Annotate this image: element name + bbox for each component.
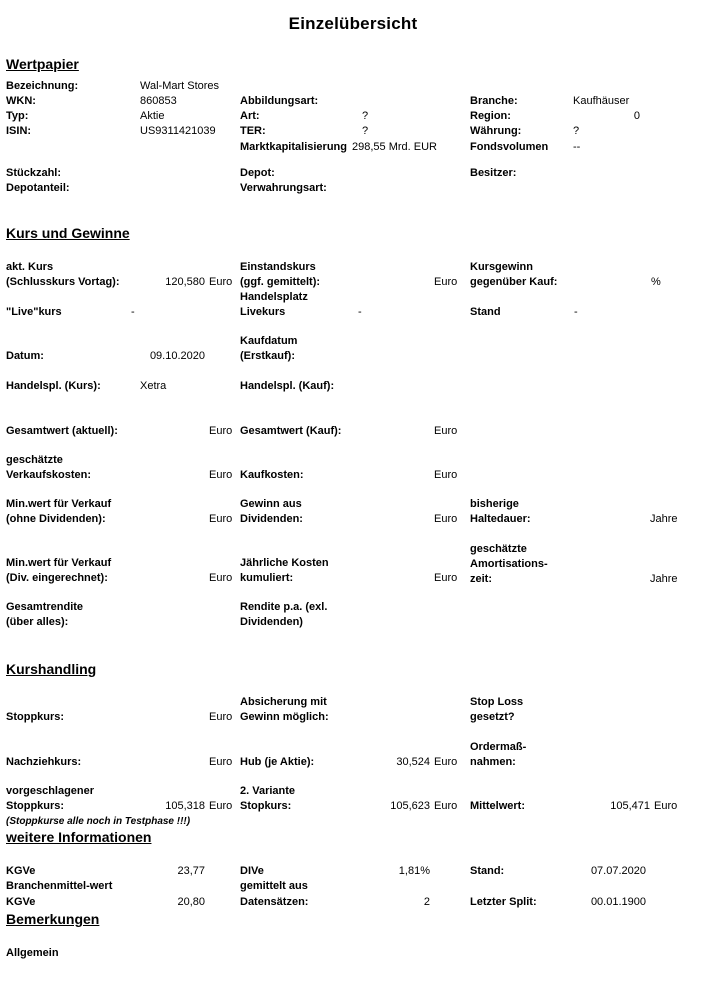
label-isin: ISIN:	[6, 125, 32, 137]
section-heading-weitere-informationen: weitere Informationen	[6, 829, 152, 845]
label-verwahrungsart: Verwahrungsart:	[240, 182, 327, 194]
value-branchenmittelwert-kgve: 20,80	[177, 896, 205, 908]
label-stoploss-line1: Stop Loss	[470, 696, 524, 708]
label-art: Art:	[240, 110, 260, 122]
unit-gesamtwert-aktuell: Euro	[209, 425, 233, 437]
document-page	[0, 8, 706, 1006]
label-marktkapitalisierung: Marktkapitalisierung	[240, 141, 347, 153]
page-title: Einzelübersicht	[288, 14, 418, 33]
label-kgve: KGVe	[6, 865, 36, 877]
value-wkn: 860853	[140, 95, 177, 107]
label-fondsvolumen: Fondsvolumen	[470, 141, 549, 153]
label-stueckzahl: Stückzahl:	[6, 167, 62, 179]
value-ter: ?	[362, 125, 369, 137]
unit-nachziehkurs: Euro	[209, 756, 233, 768]
value-hub: 30,524	[396, 756, 430, 768]
value-waehrung: ?	[573, 125, 580, 137]
label-handelspl-kurs: Handelspl. (Kurs):	[6, 380, 101, 392]
label-stand-kurs: Stand	[470, 306, 501, 318]
unit-kursgewinn: %	[651, 276, 661, 288]
label-minwert-ohne-line1: Min.wert für Verkauf	[6, 498, 112, 510]
unit-verkaufskosten: Euro	[209, 469, 233, 481]
label-datum: Datum:	[6, 350, 44, 362]
unit-variante2-stopkurs: Euro	[434, 800, 458, 812]
label-minwert-div-line1: Min.wert für Verkauf	[6, 557, 112, 569]
label-rendite-pa-line2: Dividenden)	[240, 616, 303, 628]
unit-haltedauer: Jahre	[650, 513, 678, 525]
label-akt-kurs-line1: akt. Kurs	[6, 261, 54, 273]
label-allgemein: Allgemein	[6, 947, 59, 959]
label-abbildungsart: Abbildungsart:	[240, 95, 319, 107]
label-absicherung-line2: Gewinn möglich:	[240, 711, 329, 723]
unit-jaehrliche-kosten: Euro	[434, 572, 458, 584]
label-nachziehkurs: Nachziehkurs:	[6, 756, 82, 768]
value-livekurs: -	[358, 306, 362, 318]
unit-einstandskurs: Euro	[434, 276, 458, 288]
value-typ: Aktie	[140, 110, 165, 122]
label-wkn: WKN:	[6, 95, 36, 107]
section-heading-bemerkungen: Bemerkungen	[6, 911, 100, 927]
unit-gesamtwert-kauf: Euro	[434, 425, 458, 437]
label-einstandskurs-line2: (ggf. gemittelt):	[240, 276, 321, 288]
label-live-kurs: "Live"kurs	[6, 306, 62, 318]
label-jaehrliche-kosten-line2: kumuliert:	[240, 572, 294, 584]
unit-minwert-ohne: Euro	[209, 513, 233, 525]
label-branchenmittelwert: Branchenmittel-wert	[6, 880, 113, 892]
label-depot: Depot:	[240, 167, 275, 179]
unit-gewinn-dividenden: Euro	[434, 513, 458, 525]
value-branche: Kaufhäuser	[573, 95, 630, 107]
label-haltedauer-line2: Haltedauer:	[470, 513, 531, 525]
label-vorgeschlagener-line2: Stoppkurs:	[6, 800, 65, 812]
value-region: 0	[633, 110, 640, 122]
value-vorgeschlagener-stoppkurs: 105,318	[165, 800, 205, 812]
unit-amortisation: Jahre	[650, 573, 678, 585]
label-stand-info: Stand:	[470, 865, 505, 877]
value-dive: 1,81%	[398, 865, 430, 877]
value-letzter-split: 00.01.1900	[590, 896, 646, 908]
label-rendite-pa-line1: Rendite p.a. (exl.	[240, 601, 328, 613]
label-minwert-div-line2: (Div. eingerechnet):	[6, 572, 108, 584]
label-gesamtrendite-line2: (über alles):	[6, 616, 69, 628]
label-amortisation-line2: Amortisations-	[470, 558, 548, 570]
label-verkaufskosten-line2: Verkaufskosten:	[6, 469, 91, 481]
unit-mittelwert: Euro	[654, 800, 678, 812]
label-gemittelt-aus: gemittelt aus	[240, 880, 308, 892]
value-bezeichnung: Wal-Mart Stores	[140, 80, 220, 92]
label-datensaetzen: Datensätzen:	[240, 896, 309, 908]
label-typ: Typ:	[6, 110, 29, 122]
label-handelsplatz: Handelsplatz	[240, 291, 308, 303]
label-kaufkosten: Kaufkosten:	[240, 469, 304, 481]
value-mittelwert: 105,471	[610, 800, 650, 812]
label-ordermassnahmen-line1: Ordermaß-	[470, 741, 527, 753]
label-depotanteil: Depotanteil:	[6, 182, 70, 194]
value-akt-kurs: 120,580	[165, 276, 205, 288]
label-absicherung-line1: Absicherung mit	[240, 696, 327, 708]
label-mittelwert: Mittelwert:	[470, 800, 525, 812]
label-minwert-ohne-line2: (ohne Dividenden):	[6, 513, 106, 525]
label-kaufdatum-line2: (Erstkauf):	[240, 350, 296, 362]
label-variante2-line1: 2. Variante	[240, 785, 296, 797]
label-bezeichnung: Bezeichnung:	[6, 80, 79, 92]
label-gewinn-dividenden-line1: Gewinn aus	[240, 498, 302, 510]
value-art: ?	[362, 110, 369, 122]
label-jaehrliche-kosten-line1: Jährliche Kosten	[240, 557, 329, 569]
value-fondsvolumen: --	[573, 141, 581, 153]
label-hub: Hub (je Aktie):	[240, 756, 315, 768]
label-branche: Branche:	[470, 95, 518, 107]
value-kgve: 23,77	[177, 865, 205, 877]
label-kursgewinn-line1: Kursgewinn	[470, 261, 533, 273]
label-einstandskurs-line1: Einstandskurs	[240, 261, 316, 273]
label-vorgeschlagener-line1: vorgeschlagener	[6, 785, 95, 797]
label-kursgewinn-line2: gegenüber Kauf:	[470, 276, 558, 288]
value-isin: US9311421039	[140, 125, 216, 137]
label-letzter-split: Letzter Split:	[470, 896, 537, 908]
unit-kaufkosten: Euro	[434, 469, 458, 481]
value-datensaetzen: 2	[423, 896, 430, 908]
label-dive: DIVe	[240, 865, 264, 877]
label-livekurs: Livekurs	[240, 306, 286, 318]
value-handelspl-kurs: Xetra	[140, 380, 167, 392]
label-gesamtwert-kauf: Gesamtwert (Kauf):	[240, 425, 342, 437]
label-verkaufskosten-line1: geschätzte	[6, 454, 63, 466]
label-stoploss-line2: gesetzt?	[470, 711, 515, 723]
label-ordermassnahmen-line2: nahmen:	[470, 756, 516, 768]
label-gewinn-dividenden-line2: Dividenden:	[240, 513, 303, 525]
unit-akt-kurs: Euro	[209, 276, 233, 288]
unit-vorgeschlagener-stoppkurs: Euro	[209, 800, 233, 812]
label-variante2-line2: Stopkurs:	[240, 800, 292, 812]
unit-hub: Euro	[434, 756, 458, 768]
label-besitzer: Besitzer:	[470, 167, 517, 179]
value-live-kurs: -	[131, 306, 135, 318]
label-waehrung: Währung:	[470, 125, 522, 137]
unit-minwert-div: Euro	[209, 572, 233, 584]
note-stoppkurse-testphase: (Stoppkurse alle noch in Testphase !!!)	[6, 816, 191, 827]
section-heading-wertpapier: Wertpapier	[6, 56, 79, 72]
unit-stoppkurs: Euro	[209, 711, 233, 723]
label-handelspl-kauf: Handelspl. (Kauf):	[240, 380, 335, 392]
label-ter: TER:	[240, 125, 266, 137]
label-kaufdatum-line1: Kaufdatum	[240, 335, 298, 347]
label-region: Region:	[470, 110, 511, 122]
label-akt-kurs-line2: (Schlusskurs Vortag):	[6, 276, 120, 288]
value-stand-info: 07.07.2020	[590, 865, 646, 877]
value-variante2-stopkurs: 105,623	[390, 800, 430, 812]
label-gesamtrendite-line1: Gesamtrendite	[6, 601, 84, 613]
label-amortisation-line3: zeit:	[470, 573, 492, 585]
value-marktkapitalisierung: 298,55 Mrd. EUR	[352, 141, 437, 153]
label-stoppkurs: Stoppkurs:	[6, 711, 65, 723]
label-haltedauer-line1: bisherige	[470, 498, 519, 510]
value-datum: 09.10.2020	[149, 350, 205, 362]
section-heading-kurs-und-gewinne: Kurs und Gewinne	[6, 225, 130, 241]
label-amortisation-line1: geschätzte	[470, 543, 527, 555]
label-gesamtwert-aktuell: Gesamtwert (aktuell):	[6, 425, 118, 437]
value-stand-kurs: -	[574, 306, 578, 318]
label-branchenmittelwert-kgve: KGVe	[6, 896, 36, 908]
section-heading-kurshandling: Kurshandling	[6, 661, 97, 677]
